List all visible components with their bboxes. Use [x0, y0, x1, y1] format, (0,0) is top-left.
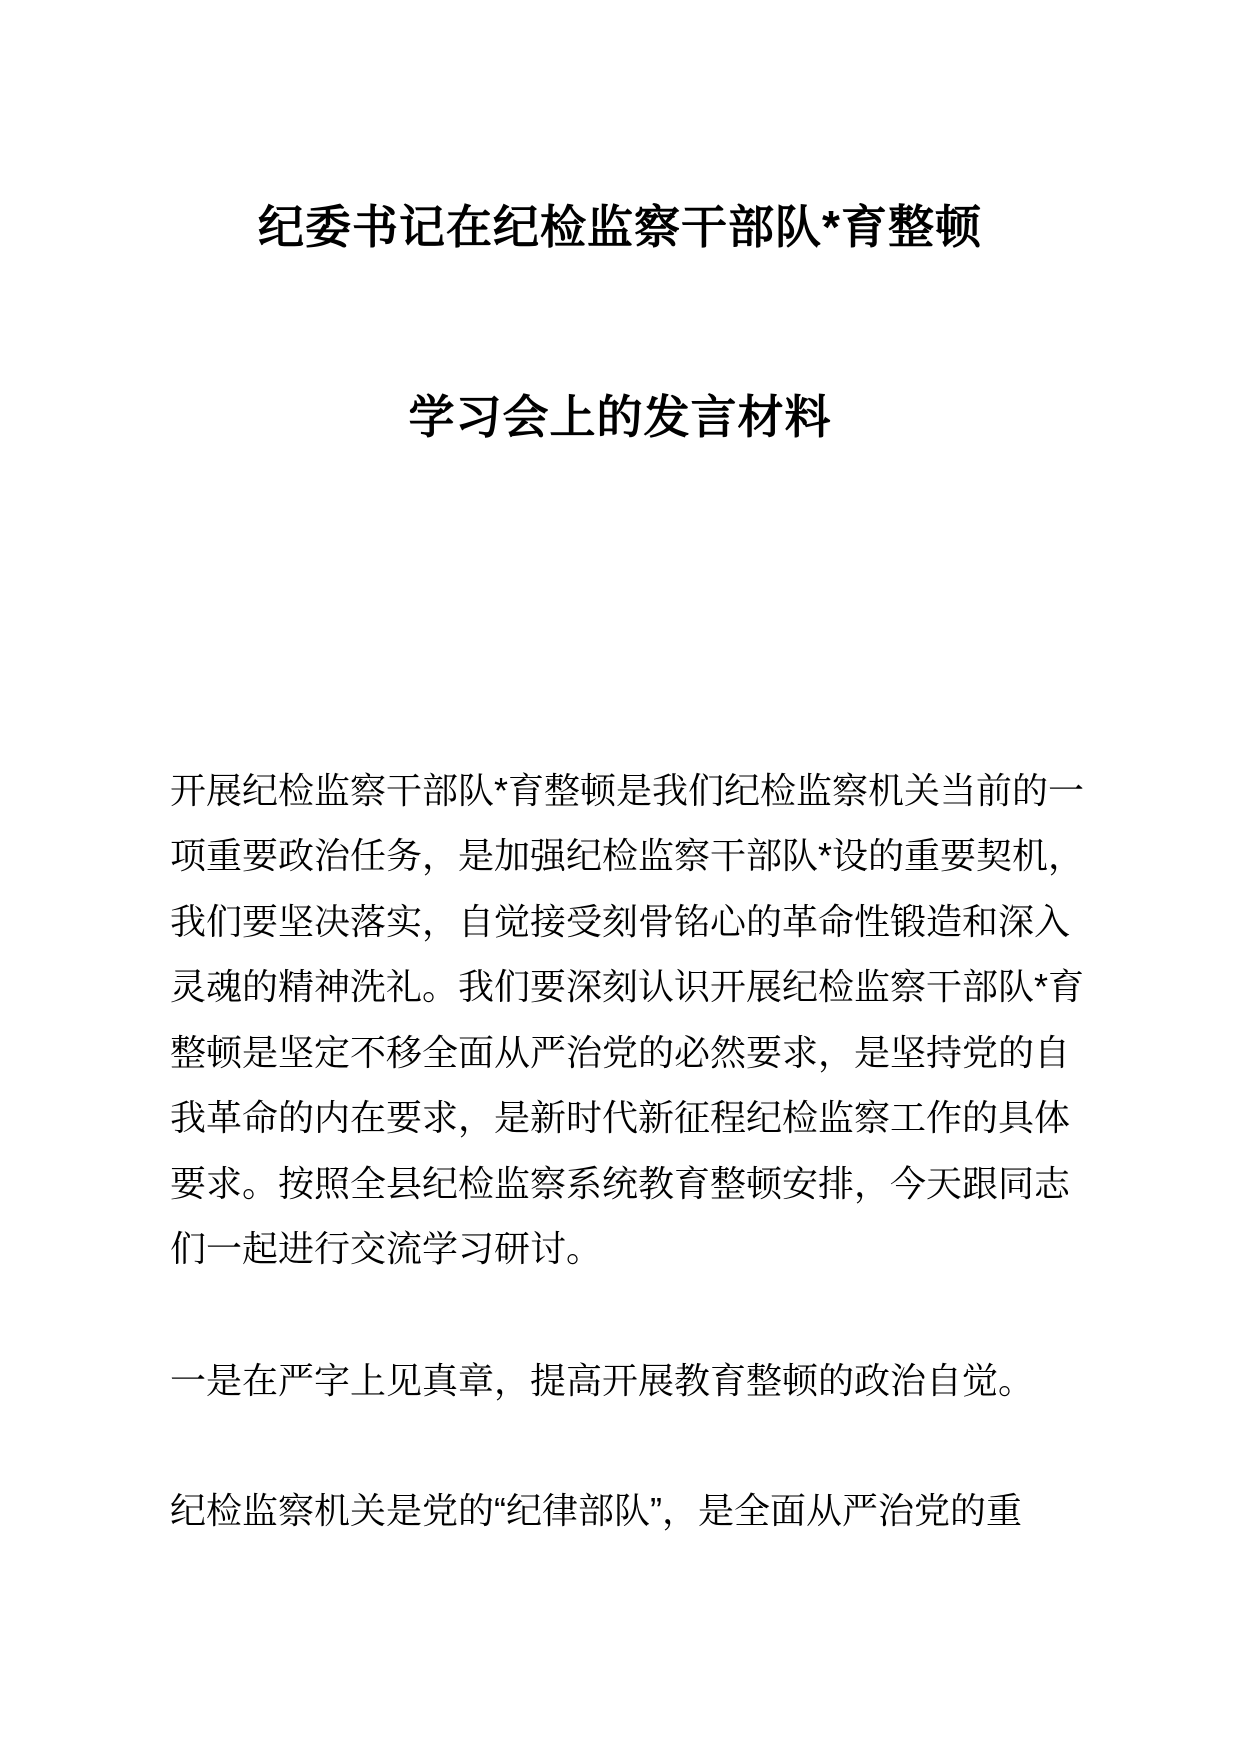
document-title-line-2: 学习会上的发言材料 [408, 391, 832, 443]
paragraph-1-line-1: 开展纪检监察干部队*育整顿是我们纪检监察机关当前的一 [170, 770, 1085, 811]
paragraph-1-line-7: 要求。按照全县纪检监察系统教育整顿安排，今天跟同志 [170, 1163, 1071, 1204]
paragraph-1-line-6: 我革命的内在要求，是新时代新征程纪检监察工作的具体 [170, 1097, 1071, 1138]
paragraph-1-line-4: 灵魂的精神洗礼。我们要深刻认识开展纪检监察干部队*育 [170, 966, 1085, 1007]
document-title-line-1: 纪委书记在纪检监察干部队*育整顿 [258, 201, 982, 253]
paragraph-2-line-1: 一是在严字上见真章，提高开展教育整顿的政治自觉。 [170, 1360, 1035, 1401]
paragraph-1-line-5: 整顿是坚定不移全面从严治党的必然要求，是坚持党的自 [170, 1032, 1071, 1073]
paragraph-1-line-8: 们一起进行交流学习研讨。 [170, 1228, 603, 1269]
paragraph-1-line-3: 我们要坚决落实，自觉接受刻骨铭心的革命性锻造和深入 [170, 901, 1071, 942]
paragraph-1-line-2: 项重要政治任务，是加强纪检监察干部队*设的重要契机， [170, 835, 1085, 876]
paragraph-3-line-1: 纪检监察机关是党的“纪律部队”，是全面从严治党的重 [170, 1490, 1022, 1531]
